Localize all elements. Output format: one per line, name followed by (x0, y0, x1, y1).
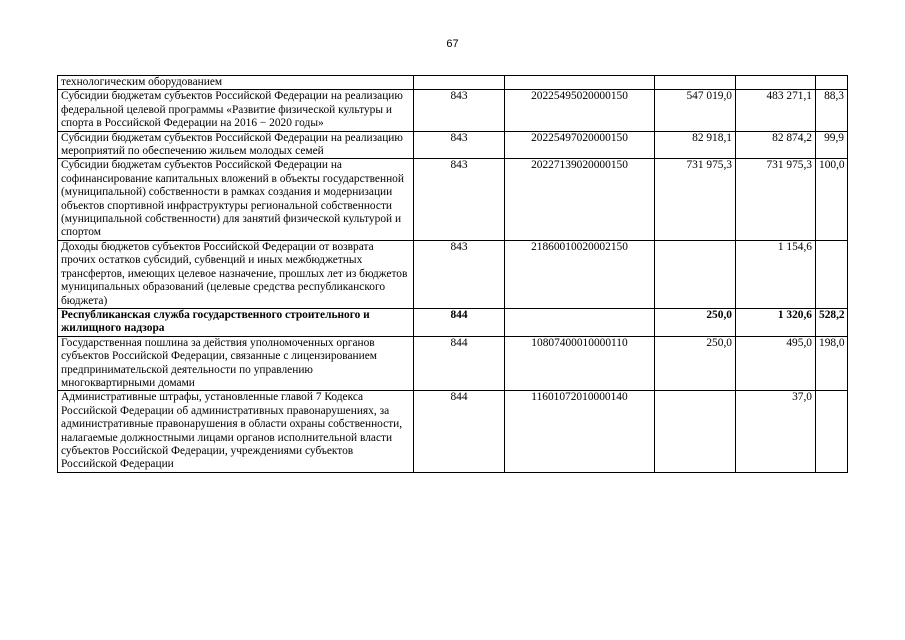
cell-fact: 82 874,2 (736, 131, 816, 159)
cell-fact: 495,0 (736, 336, 816, 391)
cell-revenue-code (505, 308, 655, 336)
table-row (58, 131, 848, 159)
cell-revenue-code: 21860010020002150 (505, 240, 655, 308)
cell-plan (655, 391, 736, 472)
cell-revenue-code (505, 76, 655, 90)
cell-percent (816, 240, 848, 308)
table-row (58, 391, 848, 472)
cell-plan: 547 019,0 (655, 90, 736, 131)
cell-revenue-code: 20225495020000150 (505, 90, 655, 131)
table-row (58, 159, 848, 240)
cell-plan (655, 76, 736, 90)
cell-plan: 731 975,3 (655, 159, 736, 240)
cell-plan (655, 240, 736, 308)
table-body (58, 76, 848, 473)
cell-fact: 731 975,3 (736, 159, 816, 240)
cell-fact: 1 320,6 (736, 308, 816, 336)
cell-plan: 250,0 (655, 308, 736, 336)
cell-percent: 88,3 (816, 90, 848, 131)
cell-name: технологическим оборудованием (58, 76, 414, 90)
cell-plan: 82 918,1 (655, 131, 736, 159)
table-row (58, 76, 848, 90)
cell-name: Государственная пошлина за действия уполномоченных органов субъектов Российской Федерации, связанные с лицензированием предпринимательской деятельности по управлению многоквартирными домами (58, 336, 414, 391)
cell-admin-code: 843 (414, 240, 505, 308)
cell-revenue-code: 10807400010000110 (505, 336, 655, 391)
cell-admin-code: 843 (414, 159, 505, 240)
cell-revenue-code: 20227139020000150 (505, 159, 655, 240)
cell-fact: 483 271,1 (736, 90, 816, 131)
cell-percent: 100,0 (816, 159, 848, 240)
cell-percent (816, 391, 848, 472)
cell-percent (816, 76, 848, 90)
cell-name: Субсидии бюджетам субъектов Российской Федерации на софинансирование капитальных вложений в объекты государственной (муниципальной) собственности в рамках создания и модернизации объектов спортивной инфраструктуры региональной собственности (муниципальной собственности) для занятий физической культурой и спортом (58, 159, 414, 240)
table-row (58, 90, 848, 131)
table-row (58, 308, 848, 336)
cell-name: Субсидии бюджетам субъектов Российской Федерации на реализацию федеральной целевой программы «Развитие физической культуры и спорта в Российской Федерации на 2016 − 2020 годы» (58, 90, 414, 131)
revenue-table (57, 75, 848, 473)
cell-admin-code: 844 (414, 308, 505, 336)
cell-percent: 198,0 (816, 336, 848, 391)
cell-admin-code: 843 (414, 90, 505, 131)
page-number: 67 (446, 38, 459, 50)
cell-plan: 250,0 (655, 336, 736, 391)
cell-name: Республиканская служба государственного строительного и жилищного надзора (58, 308, 414, 336)
cell-admin-code (414, 76, 505, 90)
table-row (58, 336, 848, 391)
cell-fact: 1 154,6 (736, 240, 816, 308)
cell-name: Доходы бюджетов субъектов Российской Федерации от возврата прочих остатков субсидий, субвенций и иных межбюджетных трансфертов, имеющих целевое назначение, прошлых лет из бюджетов муниципальных образований (целевые средства республиканского бюджета) (58, 240, 414, 308)
cell-name: Административные штрафы, установленные главой 7 Кодекса Российской Федерации об административных правонарушениях, за административные правонарушения в области охраны собственности, налагаемые должностными лицами органов исполнительной власти субъектов Российской Федерации, учреждениями субъектов Российской Федерации (58, 391, 414, 472)
cell-name: Субсидии бюджетам субъектов Российской Федерации на реализацию мероприятий по обеспечению жильем молодых семей (58, 131, 414, 159)
cell-admin-code: 843 (414, 131, 505, 159)
cell-admin-code: 844 (414, 391, 505, 472)
cell-fact: 37,0 (736, 391, 816, 472)
table-row (58, 240, 848, 308)
cell-percent: 528,2 (816, 308, 848, 336)
cell-revenue-code: 11601072010000140 (505, 391, 655, 472)
cell-percent: 99,9 (816, 131, 848, 159)
cell-fact (736, 76, 816, 90)
cell-revenue-code: 20225497020000150 (505, 131, 655, 159)
cell-admin-code: 844 (414, 336, 505, 391)
